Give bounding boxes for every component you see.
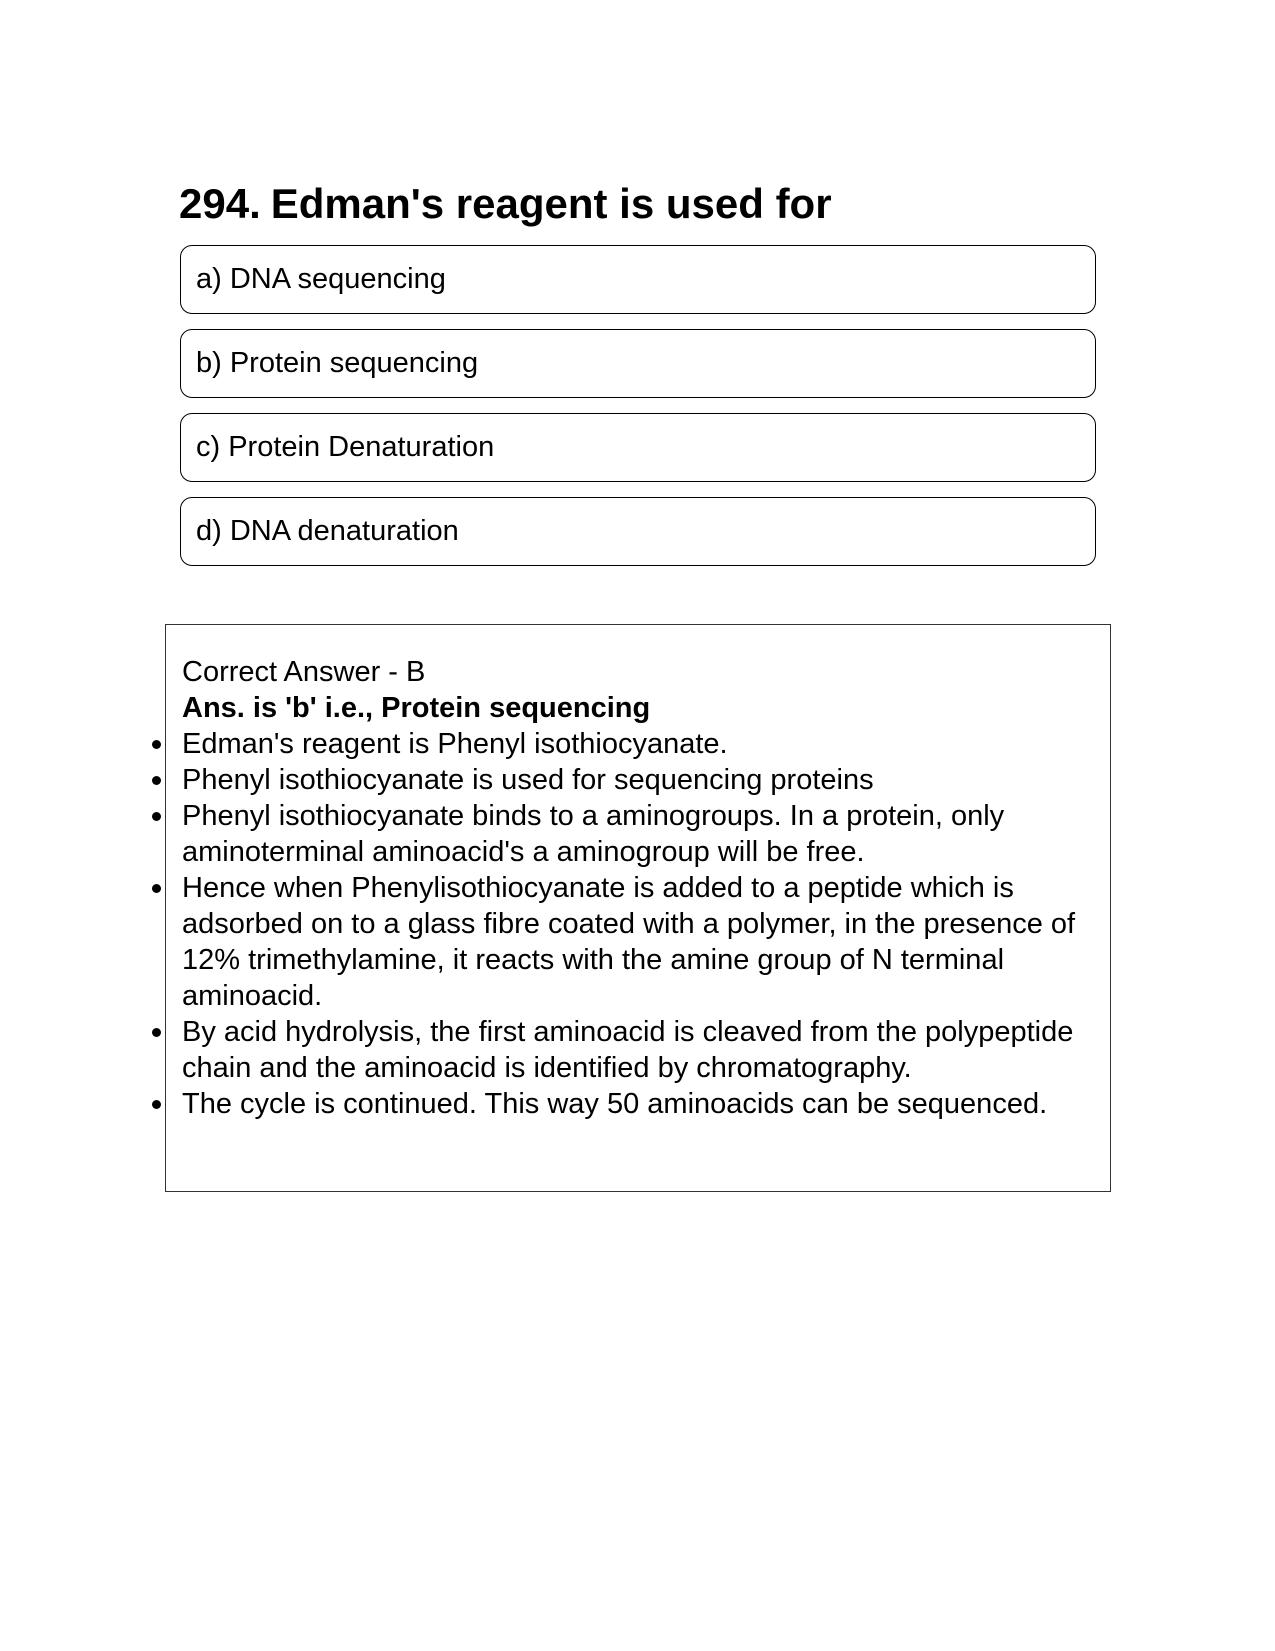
question-title	[179, 178, 832, 230]
explanation-item	[182, 798, 1102, 870]
explanation-item	[182, 762, 1102, 798]
answer-content	[182, 654, 1102, 1122]
option-b[interactable]: b) Protein sequencing	[180, 329, 1096, 398]
explanation-item	[182, 870, 1102, 1014]
bullet-icon	[152, 884, 161, 893]
explanation-text: Phenyl isothiocyanate is used for sequencing proteins	[182, 764, 874, 796]
explanation-text: Phenyl isothiocyanate binds to a aminogroups. In a protein, only aminoterminal aminoacid's a aminogroup will be free.	[182, 800, 1005, 868]
bullet-icon	[152, 1028, 161, 1037]
question-text: Edman's reagent is used for	[270, 180, 832, 227]
correct-answer-label: Correct Answer - B	[182, 656, 426, 688]
option-a[interactable]: a) DNA sequencing	[180, 245, 1096, 314]
explanation-item	[182, 1014, 1102, 1086]
explanation-text: Hence when Phenylisothiocyanate is added to a peptide which is adsorbed on to a glass fibre coated with a polymer, in the presence of 12% trimethylamine, it reacts with the amine group of N terminal aminoacid.	[182, 872, 1076, 1012]
question-number: 294.	[179, 180, 261, 227]
explanation-text: Edman's reagent is Phenyl isothiocyanate.	[182, 728, 728, 760]
explanation-list	[182, 726, 1102, 1122]
explanation-text: The cycle is continued. This way 50 aminoacids can be sequenced.	[182, 1088, 1048, 1120]
bullet-icon	[152, 776, 161, 785]
explanation-item	[182, 726, 1102, 762]
answer-heading: Ans. is 'b' i.e., Protein sequencing	[182, 692, 651, 724]
explanation-text: By acid hydrolysis, the first aminoacid is cleaved from the polypeptide chain and the aminoacid is identified by chromatography.	[182, 1016, 1074, 1084]
option-d[interactable]: d) DNA denaturation	[180, 497, 1096, 566]
bullet-icon	[152, 812, 161, 821]
bullet-icon	[152, 1100, 161, 1109]
options-list	[180, 245, 1096, 581]
option-c[interactable]: c) Protein Denaturation	[180, 413, 1096, 482]
explanation-item	[182, 1086, 1102, 1122]
bullet-icon	[152, 740, 161, 749]
